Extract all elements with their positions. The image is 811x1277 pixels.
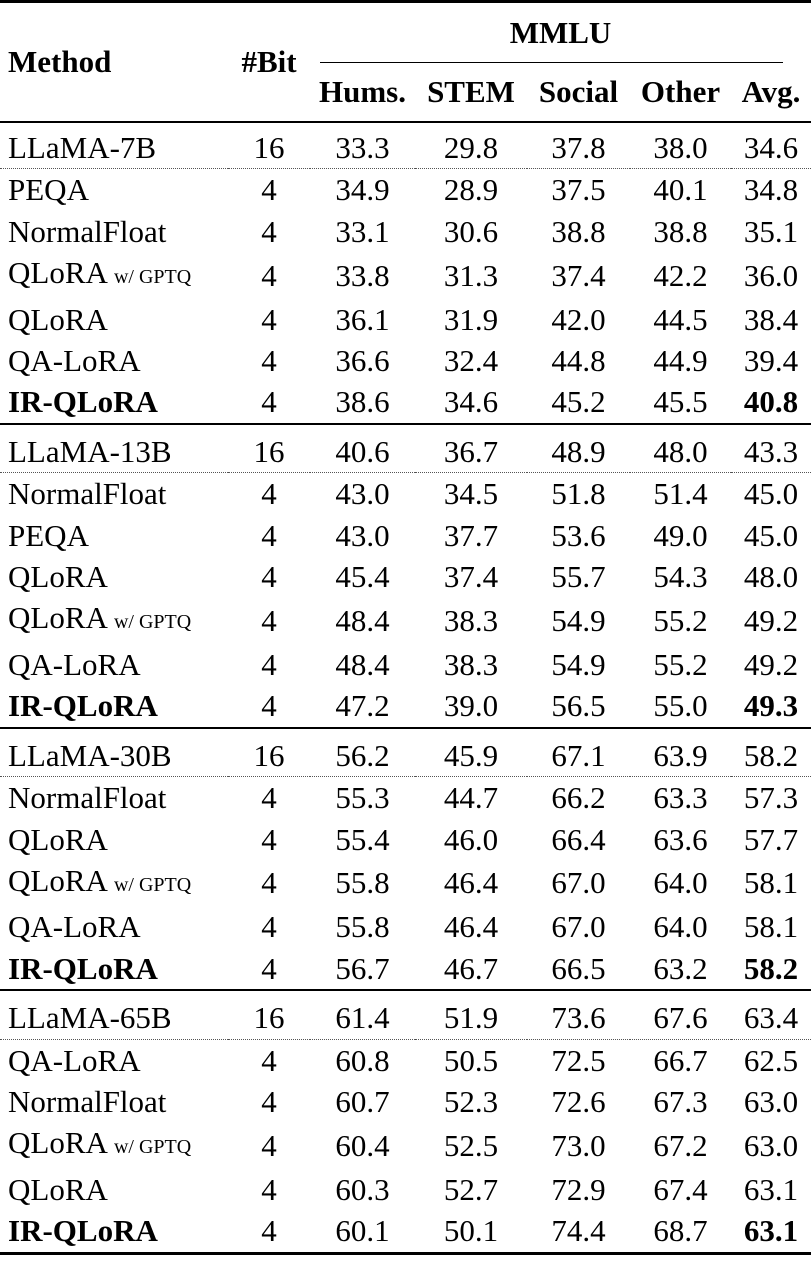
value-cell-stem: 44.7 [443, 780, 499, 816]
value-cell-social: 37.8 [527, 122, 630, 169]
value-cell-stem: 31.3 [443, 257, 499, 293]
value-cell-stem: 50.1 [415, 1210, 527, 1253]
bit-cell: 4 [261, 257, 277, 293]
value-cell-stem: 52.7 [443, 1171, 499, 1207]
value-cell-other: 44.5 [653, 301, 708, 337]
value-cell-social: 42.0 [551, 301, 606, 337]
value-cell-other: 64.0 [653, 865, 708, 901]
value-cell-social: 56.5 [527, 685, 630, 727]
bit-cell: 4 [261, 517, 277, 553]
value-cell-hums: 47.2 [310, 685, 415, 727]
value-cell-social: 51.8 [551, 476, 606, 512]
method-name: QLoRA [8, 559, 108, 595]
method-name: QLoRA [8, 862, 107, 898]
method-suffix: w/ GPTQ [113, 1136, 192, 1159]
method-cell [0, 252, 228, 298]
method-name: IR-QLoRA [8, 688, 158, 724]
value-cell-hums: 45.4 [335, 559, 390, 595]
bit-cell: 16 [228, 424, 310, 473]
value-cell-other: 44.9 [653, 343, 708, 379]
value-cell-social: 73.0 [551, 1127, 606, 1163]
value-cell-other: 67.2 [653, 1127, 708, 1163]
method-name: NormalFloat [8, 780, 167, 816]
method-name: QLoRA [8, 255, 107, 291]
value-cell-other: 67.6 [630, 990, 731, 1039]
value-cell-social: 45.2 [527, 381, 630, 423]
value-cell-other: 66.7 [653, 1042, 708, 1078]
method-name: QA-LoRA [8, 909, 141, 945]
value-cell-avg: 57.7 [743, 821, 799, 857]
method-suffix: w/ GPTQ [113, 266, 192, 289]
method-cell: LLaMA-30B [0, 728, 228, 777]
bit-cell: 4 [261, 301, 277, 337]
bit-cell: 16 [228, 990, 310, 1039]
value-cell-other: 63.3 [653, 780, 708, 816]
value-cell-hums: 36.1 [335, 301, 390, 337]
bit-cell: 4 [261, 559, 277, 595]
value-cell-hums: 48.4 [335, 646, 390, 682]
value-cell-stem: 51.9 [415, 990, 527, 1039]
value-cell-avg: 57.3 [743, 780, 799, 816]
value-cell-other: 55.2 [653, 646, 708, 682]
table-row [0, 1122, 811, 1168]
value-cell-stem: 34.6 [415, 381, 527, 423]
bit-cell: 4 [261, 1127, 277, 1163]
table-row [0, 1169, 811, 1210]
value-cell-other: 54.3 [653, 559, 708, 595]
value-cell-avg: 45.0 [743, 517, 799, 553]
value-cell-avg: 45.0 [743, 476, 799, 512]
method-cell [0, 211, 228, 252]
value-cell-stem: 38.3 [443, 646, 499, 682]
value-cell-avg: 49.2 [743, 602, 799, 638]
method-name: PEQA [8, 517, 89, 553]
value-cell-avg: 40.8 [731, 381, 811, 423]
value-cell-social: 48.9 [527, 424, 630, 473]
bit-header: #Bit [228, 2, 310, 123]
value-cell-hums: 43.0 [335, 517, 390, 553]
value-cell-social: 37.5 [551, 172, 606, 208]
method-cell [0, 1169, 228, 1210]
value-cell-social: 54.9 [551, 602, 606, 638]
value-cell-hums: 55.8 [335, 909, 390, 945]
value-cell-other: 51.4 [653, 476, 708, 512]
method-name: QA-LoRA [8, 343, 141, 379]
table-row [0, 685, 811, 727]
table-row [0, 381, 811, 423]
method-name: QLoRA [8, 1125, 107, 1161]
mmlu-group-label: MMLU [509, 15, 612, 50]
bit-cell: 4 [228, 381, 310, 423]
value-cell-hums: 60.4 [335, 1127, 390, 1163]
value-cell-hums: 55.3 [335, 780, 390, 816]
value-cell-stem: 52.3 [443, 1083, 499, 1119]
method-name: QA-LoRA [8, 646, 141, 682]
value-cell-other: 38.8 [653, 213, 708, 249]
bit-cell: 16 [228, 122, 310, 169]
method-cell: LLaMA-7B [0, 122, 228, 169]
bit-cell: 16 [228, 728, 310, 777]
value-cell-stem: 38.3 [443, 602, 499, 638]
value-cell-social: 72.9 [551, 1171, 606, 1207]
value-cell-stem: 37.7 [443, 517, 499, 553]
method-cell: LLaMA-13B [0, 424, 228, 473]
table-row [0, 1081, 811, 1122]
table-row [0, 299, 811, 340]
table-row-baseline [0, 424, 811, 473]
table-row [0, 597, 811, 643]
value-cell-social: 67.1 [527, 728, 630, 777]
value-cell-hums: 56.7 [310, 948, 415, 990]
value-cell-avg: 58.2 [731, 948, 811, 990]
bit-cell: 4 [261, 213, 277, 249]
value-cell-stem: 46.0 [443, 821, 499, 857]
method-cell [0, 597, 228, 643]
header-row-1 [0, 2, 811, 64]
bit-cell: 4 [261, 646, 277, 682]
table-row [0, 473, 811, 515]
value-cell-social: 72.6 [551, 1083, 606, 1119]
value-cell-other: 68.7 [630, 1210, 731, 1253]
value-cell-social: 74.4 [527, 1210, 630, 1253]
method-cell [0, 515, 228, 556]
table-row [0, 777, 811, 819]
value-cell-social: 38.8 [551, 213, 606, 249]
method-name: QLoRA [8, 301, 108, 337]
value-cell-other: 38.0 [630, 122, 731, 169]
table-row [0, 906, 811, 947]
table-row [0, 644, 811, 685]
value-cell-other: 63.6 [653, 821, 708, 857]
value-cell-hums: 55.4 [335, 821, 390, 857]
method-name: NormalFloat [8, 476, 167, 512]
value-cell-stem: 31.9 [443, 301, 499, 337]
bit-cell: 4 [261, 1083, 277, 1119]
value-cell-other: 63.9 [630, 728, 731, 777]
bit-cell: 4 [261, 602, 277, 638]
value-cell-other: 55.0 [630, 685, 731, 727]
value-cell-stem: 46.7 [415, 948, 527, 990]
col-header-hums: Hums. [319, 74, 406, 109]
value-cell-avg: 39.4 [743, 343, 799, 379]
value-cell-avg: 43.3 [731, 424, 811, 473]
table-row [0, 1039, 811, 1081]
value-cell-hums: 34.9 [335, 172, 390, 208]
value-cell-avg: 48.0 [743, 559, 799, 595]
bit-cell: 4 [261, 1042, 277, 1078]
method-name: IR-QLoRA [8, 1213, 158, 1249]
method-name: QA-LoRA [8, 1042, 141, 1078]
method-name: IR-QLoRA [8, 384, 158, 420]
value-cell-avg: 62.5 [743, 1042, 799, 1078]
value-cell-stem: 34.5 [443, 476, 499, 512]
method-name: PEQA [8, 172, 89, 208]
value-cell-hums: 38.6 [310, 381, 415, 423]
value-cell-avg: 34.8 [743, 172, 799, 208]
value-cell-other: 63.2 [630, 948, 731, 990]
table-body [0, 122, 811, 1253]
col-header-social: Social [538, 74, 619, 109]
method-cell [0, 340, 228, 381]
method-cell [0, 1210, 228, 1253]
method-cell [0, 1122, 228, 1168]
bit-cell: 4 [261, 476, 277, 512]
value-cell-other: 49.0 [653, 517, 708, 553]
value-cell-stem: 50.5 [443, 1042, 499, 1078]
table-row [0, 948, 811, 990]
mmlu-group-header [310, 2, 811, 64]
value-cell-social: 66.2 [551, 780, 606, 816]
bit-cell: 4 [261, 1171, 277, 1207]
method-suffix: w/ GPTQ [113, 873, 192, 896]
value-cell-hums: 33.3 [310, 122, 415, 169]
method-cell [0, 777, 228, 819]
value-cell-social: 67.0 [551, 909, 606, 945]
value-cell-stem: 45.9 [415, 728, 527, 777]
table-row [0, 556, 811, 597]
table-row-baseline [0, 990, 811, 1039]
table-row-baseline [0, 728, 811, 777]
table-row [0, 819, 811, 860]
value-cell-other: 45.5 [630, 381, 731, 423]
value-cell-hums: 33.1 [335, 213, 390, 249]
method-cell [0, 1039, 228, 1081]
col-header-other: Other [640, 74, 721, 109]
method-cell [0, 906, 228, 947]
method-cell [0, 556, 228, 597]
value-cell-avg: 63.4 [731, 990, 811, 1039]
value-cell-hums: 60.1 [310, 1210, 415, 1253]
value-cell-social: 37.4 [551, 257, 606, 293]
value-cell-social: 54.9 [551, 646, 606, 682]
value-cell-stem: 30.6 [443, 213, 499, 249]
method-cell [0, 685, 228, 727]
value-cell-avg: 63.0 [743, 1127, 799, 1163]
method-cell [0, 381, 228, 423]
method-cell [0, 169, 228, 211]
table-row [0, 1210, 811, 1253]
method-cell [0, 1081, 228, 1122]
value-cell-stem: 39.0 [415, 685, 527, 727]
value-cell-hums: 40.6 [310, 424, 415, 473]
bit-cell: 4 [261, 343, 277, 379]
value-cell-stem: 28.9 [443, 172, 499, 208]
method-name: QLoRA [8, 600, 107, 636]
value-cell-stem: 52.5 [443, 1127, 499, 1163]
method-cell [0, 644, 228, 685]
col-header-stem: STEM [427, 74, 515, 109]
value-cell-stem: 36.7 [415, 424, 527, 473]
method-name: QLoRA [8, 1171, 108, 1207]
value-cell-other: 42.2 [653, 257, 708, 293]
value-cell-avg: 49.2 [743, 646, 799, 682]
value-cell-other: 48.0 [630, 424, 731, 473]
value-cell-social: 66.4 [551, 821, 606, 857]
method-cell: LLaMA-65B [0, 990, 228, 1039]
value-cell-hums: 60.8 [335, 1042, 390, 1078]
bit-cell: 4 [228, 685, 310, 727]
value-cell-hums: 43.0 [335, 476, 390, 512]
value-cell-social: 72.5 [551, 1042, 606, 1078]
table-row [0, 340, 811, 381]
table-row [0, 252, 811, 298]
table-row [0, 515, 811, 556]
method-cell [0, 473, 228, 515]
value-cell-other: 67.4 [653, 1171, 708, 1207]
method-cell [0, 860, 228, 906]
value-cell-hums: 48.4 [335, 602, 390, 638]
bit-cell: 4 [261, 909, 277, 945]
value-cell-hums: 55.8 [335, 865, 390, 901]
bit-cell: 4 [228, 1210, 310, 1253]
value-cell-avg: 35.1 [743, 213, 799, 249]
value-cell-hums: 60.7 [335, 1083, 390, 1119]
value-cell-avg: 58.1 [743, 909, 799, 945]
value-cell-stem: 29.8 [415, 122, 527, 169]
method-suffix: w/ GPTQ [113, 611, 192, 634]
method-cell [0, 948, 228, 990]
value-cell-social: 44.8 [551, 343, 606, 379]
col-header-avg: Avg. [741, 74, 801, 109]
value-cell-hums: 56.2 [310, 728, 415, 777]
value-cell-avg: 38.4 [743, 301, 799, 337]
value-cell-social: 73.6 [527, 990, 630, 1039]
value-cell-stem: 37.4 [443, 559, 499, 595]
value-cell-social: 66.5 [527, 948, 630, 990]
mmlu-underline [320, 62, 783, 63]
value-cell-avg: 63.1 [743, 1171, 799, 1207]
method-cell [0, 819, 228, 860]
value-cell-avg: 58.1 [743, 865, 799, 901]
value-cell-hums: 61.4 [310, 990, 415, 1039]
value-cell-hums: 36.6 [335, 343, 390, 379]
value-cell-other: 64.0 [653, 909, 708, 945]
method-header: Method [0, 2, 228, 123]
value-cell-avg: 58.2 [731, 728, 811, 777]
bit-cell: 4 [228, 948, 310, 990]
value-cell-social: 55.7 [551, 559, 606, 595]
value-cell-other: 67.3 [653, 1083, 708, 1119]
bit-cell: 4 [261, 780, 277, 816]
value-cell-avg: 49.3 [731, 685, 811, 727]
value-cell-other: 40.1 [653, 172, 708, 208]
value-cell-social: 67.0 [551, 865, 606, 901]
value-cell-stem: 32.4 [443, 343, 499, 379]
method-name: QLoRA [8, 821, 108, 857]
bit-cell: 4 [261, 172, 277, 208]
table-row-baseline [0, 122, 811, 169]
value-cell-stem: 46.4 [443, 909, 499, 945]
method-cell [0, 299, 228, 340]
table-row [0, 211, 811, 252]
method-name: NormalFloat [8, 213, 167, 249]
value-cell-social: 53.6 [551, 517, 606, 553]
table-row [0, 169, 811, 211]
value-cell-avg: 63.1 [731, 1210, 811, 1253]
bit-cell: 4 [261, 821, 277, 857]
value-cell-other: 55.2 [653, 602, 708, 638]
value-cell-avg: 36.0 [743, 257, 799, 293]
value-cell-hums: 33.8 [335, 257, 390, 293]
method-name: NormalFloat [8, 1083, 167, 1119]
value-cell-avg: 63.0 [743, 1083, 799, 1119]
value-cell-hums: 60.3 [335, 1171, 390, 1207]
value-cell-avg: 34.6 [731, 122, 811, 169]
value-cell-stem: 46.4 [443, 865, 499, 901]
table-row [0, 860, 811, 906]
bit-cell: 4 [261, 865, 277, 901]
method-name: IR-QLoRA [8, 950, 158, 986]
